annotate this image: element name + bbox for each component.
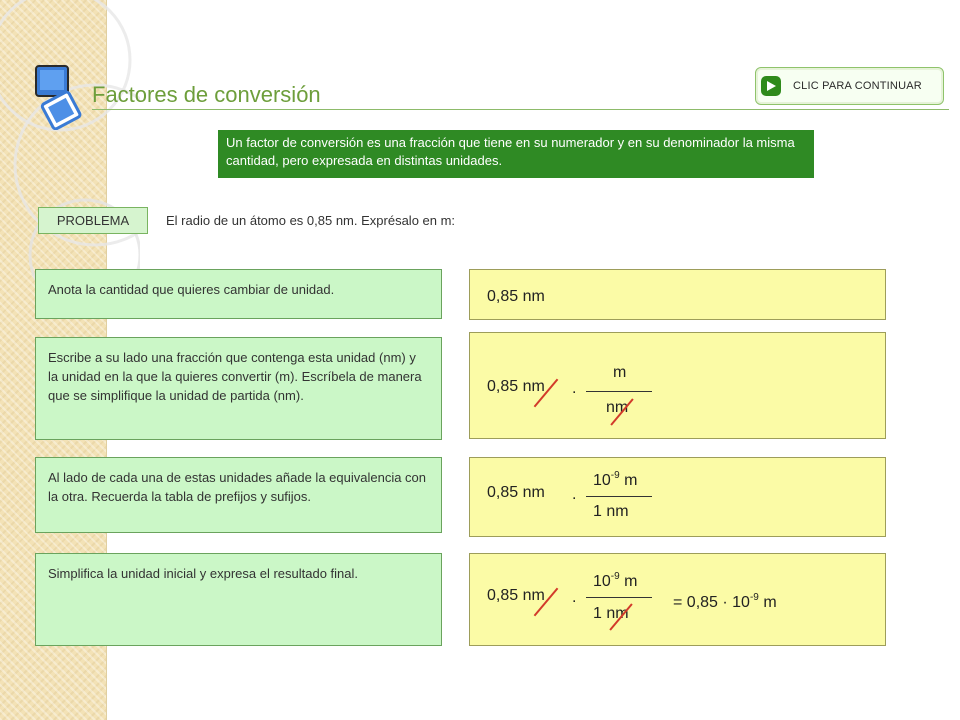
step-4-num-exp: -9 xyxy=(610,571,620,582)
step-1-quantity: 0,85 nm xyxy=(487,288,545,305)
step-2-dot: . xyxy=(572,380,577,397)
step-4-num-unit: m xyxy=(624,573,638,590)
step-4-num-base: 10 xyxy=(593,573,611,590)
step-4-denominator: 1 nm xyxy=(593,605,629,622)
step-4-instruction: Simplifica la unidad inicial y expresa el resultado final. xyxy=(35,553,442,646)
step-4-result-prefix: = 0,85 · 10 xyxy=(673,594,750,611)
step-2-quantity: 0,85 nm xyxy=(487,378,545,395)
step-4-result-unit: m xyxy=(763,594,777,611)
step-4-panel xyxy=(469,553,886,646)
step-4-result-exp: -9 xyxy=(749,592,759,603)
step-3-panel xyxy=(469,457,886,537)
continue-button-label: CLIC PARA CONTINUAR xyxy=(793,80,922,92)
step-2-numerator: m xyxy=(613,364,627,381)
definition-box: Un factor de conversión es una fracción que tiene en su numerador y en su denominador la misma cantidad, pero expresada en distintas unidades. xyxy=(218,130,814,178)
step-4-dot: . xyxy=(572,589,577,606)
step-4-numerator xyxy=(593,571,637,591)
step-1-panel xyxy=(469,269,886,320)
step-3-fraction-line xyxy=(586,496,652,497)
step-2-denominator: nm xyxy=(606,399,629,416)
step-3-denominator: 1 nm xyxy=(593,503,629,520)
step-2-panel xyxy=(469,332,886,439)
title-divider xyxy=(92,109,949,110)
continue-button[interactable] xyxy=(755,67,944,105)
play-icon xyxy=(761,76,781,96)
step-3-numerator xyxy=(593,470,637,490)
step-2-fraction-line xyxy=(586,391,652,392)
step-3-instruction: Al lado de cada una de estas unidades añade la equivalencia con la otra. Recuerda la tabla de prefijos y sufijos. xyxy=(35,457,442,533)
step-2-instruction: Escribe a su lado una fracción que contenga esta unidad (nm) y la unidad en la que la quieres convertir (m). Escríbela de manera que se simplifique la unidad de partida (nm). xyxy=(35,337,442,440)
step-1-instruction: Anota la cantidad que quieres cambiar de unidad. xyxy=(35,269,442,319)
step-3-num-base: 10 xyxy=(593,472,611,489)
step-4-result xyxy=(673,592,777,612)
problem-statement: El radio de un átomo es 0,85 nm. Exprésalo en m: xyxy=(166,213,456,228)
step-4-fraction-line xyxy=(586,597,652,598)
step-3-quantity: 0,85 nm xyxy=(487,484,545,501)
page-title: Factores de conversión xyxy=(92,82,321,107)
presentation-logo-icon xyxy=(34,64,82,130)
problem-tag: PROBLEMA xyxy=(38,207,148,234)
step-3-num-unit: m xyxy=(624,472,638,489)
step-4-quantity: 0,85 nm xyxy=(487,587,545,604)
step-3-dot: . xyxy=(572,486,577,503)
step-3-num-exp: -9 xyxy=(610,470,620,481)
